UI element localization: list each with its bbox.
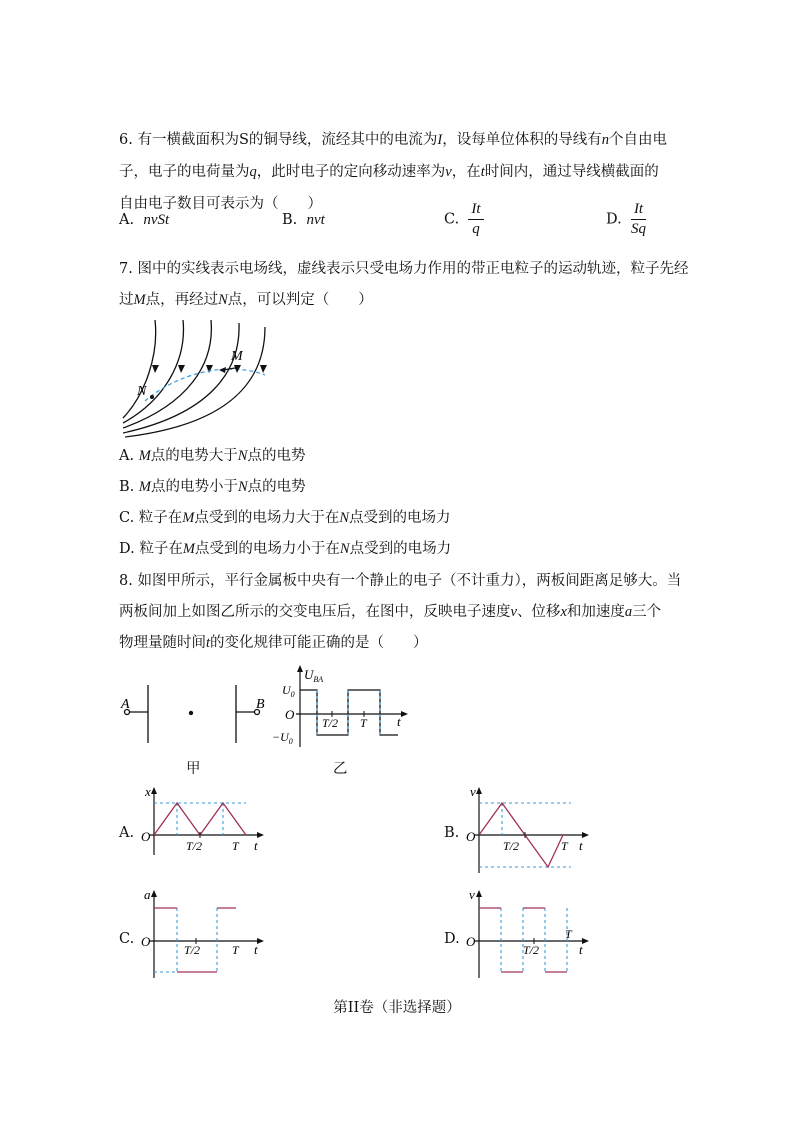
symbol-M: M	[182, 541, 195, 557]
symbol-M: M	[182, 510, 195, 526]
arrow-head	[476, 890, 482, 897]
option-text: A.	[119, 448, 139, 464]
graph-c	[138, 886, 268, 981]
arrow-head	[476, 787, 482, 794]
symbol-M: M	[133, 292, 146, 308]
option-text: 点受到的电场力	[349, 541, 452, 557]
graph-a	[138, 783, 268, 863]
label-origin: O	[141, 829, 151, 844]
denominator: Sq	[631, 221, 647, 237]
q6-line-1	[119, 130, 667, 150]
graph-curve	[154, 803, 246, 835]
label-origin: O	[285, 707, 295, 722]
label-period: T	[232, 943, 239, 957]
q8-line-3	[119, 633, 428, 653]
option-label: B.	[282, 212, 298, 228]
voltage-figure	[270, 663, 420, 753]
symbol-q: q	[249, 164, 257, 180]
symbol-t: t	[206, 635, 211, 651]
arrow-head	[151, 787, 157, 794]
q8-text: 、位移	[516, 604, 561, 620]
plates-figure	[115, 675, 275, 750]
label-t: t	[397, 714, 401, 729]
symbol-x: x	[560, 604, 567, 620]
caption-jia: 甲	[186, 761, 201, 777]
q8-line-2	[119, 602, 661, 622]
option-text: 点受到的电场力	[349, 510, 451, 526]
label-period: T	[232, 839, 239, 853]
q6-option-b[interactable]	[282, 212, 325, 229]
label-B: B	[256, 697, 265, 712]
symbol-v: v	[510, 604, 517, 620]
q6-text: 个自由电	[608, 132, 667, 148]
symbol-M: M	[138, 479, 151, 495]
q6-text: ，设每单位体积的导线有	[442, 132, 602, 148]
graph-b	[463, 783, 593, 878]
label-t: t	[254, 838, 258, 853]
arrow-head	[257, 938, 264, 944]
q7-line-1: 7. 图中的实线表示电场线，虚线表示只受电场力作用的带正电粒子的运动轨迹，粒子先经	[119, 261, 689, 277]
q6-text: 时间内，通过导线横截面的	[484, 164, 659, 180]
q6-text: 子，电子的电荷量为	[119, 164, 250, 180]
arrow-head	[206, 365, 213, 373]
arrow-head	[152, 365, 159, 373]
axis-label-u: $U_{BA}$	[304, 667, 324, 684]
label-period: T	[565, 927, 572, 941]
q7-text: 点，再经过	[145, 292, 219, 308]
label-t: t	[579, 838, 583, 853]
label-A: A	[121, 697, 130, 712]
electron-dot	[189, 711, 193, 715]
symbol-t: t	[480, 164, 485, 180]
axis-label-v: v	[469, 887, 475, 902]
label-half-period: T/2	[186, 839, 203, 853]
axis-label-a: a	[144, 887, 151, 902]
option-text: B.	[119, 479, 139, 495]
symbol-N: N	[237, 448, 248, 464]
square-wave	[300, 690, 398, 735]
q8-text: 三个	[632, 604, 662, 620]
graph-d-label[interactable]: D.	[444, 931, 460, 947]
arrow-head	[582, 832, 589, 838]
option-text: C. 粒子在	[119, 510, 183, 526]
q6-line-3: 自由电子数目可表示为（ ）	[119, 196, 322, 212]
q6-line-2	[119, 162, 659, 182]
label-half-period: T/2	[503, 839, 520, 853]
q7-line-2	[119, 290, 373, 310]
label-t: t	[579, 942, 583, 957]
label-period: T	[360, 716, 367, 730]
symbol-M: M	[138, 448, 151, 464]
field-line-4	[123, 323, 239, 433]
label-period: T	[561, 839, 568, 853]
q7-option-a[interactable]	[119, 446, 305, 466]
q7-text: 过	[119, 292, 134, 308]
option-value: nvSt	[143, 212, 170, 228]
q6-option-d[interactable]	[606, 201, 646, 238]
field-line-3	[123, 320, 211, 428]
numerator: It	[468, 201, 483, 220]
arrow-head	[219, 367, 226, 373]
arrow-head	[401, 711, 408, 717]
label-half-period: T/2	[322, 716, 339, 730]
symbol-N: N	[237, 479, 248, 495]
graph-b-label[interactable]: B.	[444, 825, 460, 841]
option-text: 点受到的电场力小于在	[194, 541, 340, 557]
option-label: A.	[119, 212, 135, 228]
label-origin: O	[466, 829, 476, 844]
label-N: N	[137, 384, 147, 399]
section-heading: 第II卷（非选择题）	[333, 1000, 461, 1016]
graph-a-label[interactable]: A.	[119, 825, 135, 841]
numerator: It	[631, 201, 646, 220]
q6-option-c[interactable]	[444, 201, 484, 238]
q8-text: 两板间加上如图乙所示的交变电压后，在图中，反映电子速度	[119, 604, 511, 620]
arrow-head	[297, 665, 303, 672]
option-text: 点的电势	[247, 479, 306, 495]
caption-yi: 乙	[333, 761, 348, 777]
option-text: 点的电势小于	[150, 479, 238, 495]
option-text: 点的电势大于	[150, 448, 238, 464]
option-value: nvt	[306, 212, 325, 228]
option-text: 点的电势	[247, 448, 306, 464]
q6-option-a[interactable]	[119, 212, 169, 229]
q7-text: 点，可以判定（ ）	[227, 292, 373, 308]
q7-option-d[interactable]	[119, 539, 451, 559]
label-origin: O	[141, 934, 151, 949]
option-text: 点受到的电场力大于在	[194, 510, 340, 526]
label-half-period: T/2	[523, 943, 540, 957]
arrow-head	[257, 832, 264, 838]
arrow-head	[151, 890, 157, 897]
field-lines-figure	[115, 315, 275, 440]
q8-line-1: 8. 如图甲所示，平行金属板中央有一个静止的电子（不计重力），两板间距离足够大。当	[119, 573, 682, 589]
fraction	[468, 201, 483, 238]
q7-option-c[interactable]	[119, 508, 451, 528]
symbol-v: v	[445, 164, 452, 180]
option-text: D. 粒子在	[119, 541, 183, 557]
point-M	[235, 366, 239, 370]
option-label: D.	[606, 211, 622, 228]
symbol-a: a	[624, 604, 633, 620]
label-u0: $U_0$	[282, 683, 295, 699]
q8-text: 和加速度	[566, 604, 625, 620]
symbol-N: N	[339, 510, 350, 526]
graph-d	[463, 886, 593, 981]
symbol-I: I	[437, 132, 443, 148]
q8-text: 物理量随时间	[119, 635, 206, 651]
fraction	[631, 201, 646, 238]
q7-option-b[interactable]	[119, 477, 306, 497]
graph-c-label[interactable]: C.	[119, 931, 135, 947]
symbol-N: N	[218, 292, 228, 308]
point-N	[150, 395, 154, 399]
q8-text: 的变化规律可能正确的是（ ）	[210, 635, 428, 651]
arrow-head	[582, 938, 589, 944]
q6-text: ，在	[451, 164, 481, 180]
arrow-head	[260, 365, 267, 373]
denominator: q	[472, 221, 480, 237]
q6-text: 6. 有一横截面积为S的铜导线，流经其中的电流为	[119, 132, 438, 148]
q6-text: ，此时电子的定向移动速率为	[256, 164, 446, 180]
label-neg-u0: $-U_0$	[272, 730, 293, 746]
axis-label-x: x	[145, 784, 151, 799]
label-t: t	[254, 942, 258, 957]
label-origin: O	[466, 934, 476, 949]
label-half-period: T/2	[184, 943, 201, 957]
label-M: M	[231, 349, 243, 364]
symbol-n: n	[601, 132, 609, 148]
option-label: C.	[444, 211, 460, 228]
axis-label-v: v	[470, 784, 476, 799]
arrow-head	[178, 365, 185, 373]
symbol-N: N	[339, 541, 350, 557]
